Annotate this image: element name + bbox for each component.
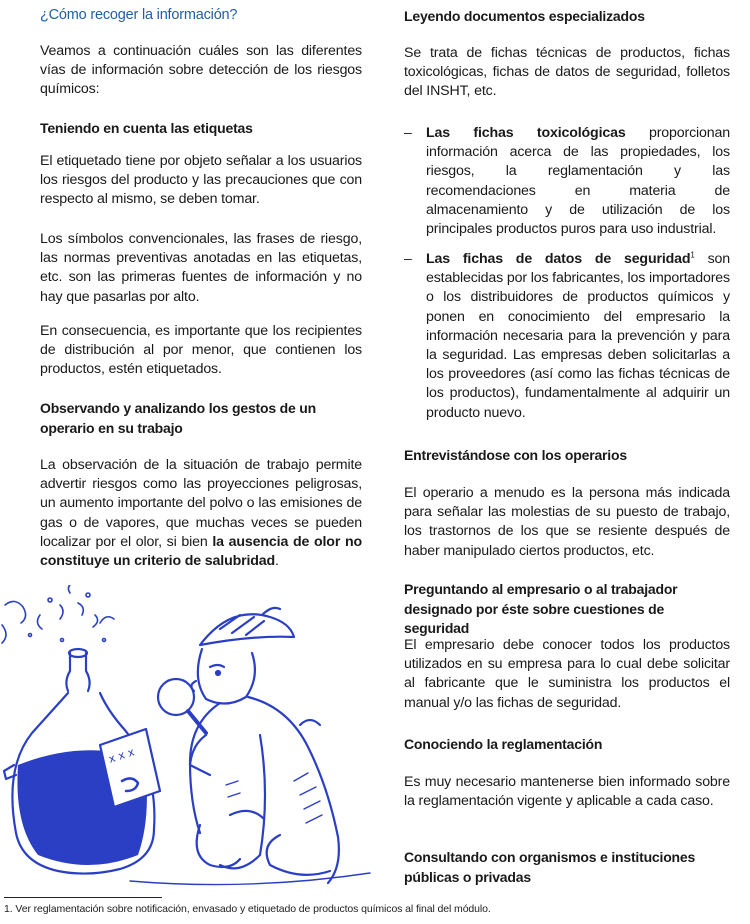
heading-entrevistandose-text: Entrevistándose con los operarios: [404, 447, 627, 463]
heading-etiquetas: [40, 119, 362, 139]
preguntando-paragraph: [404, 636, 730, 713]
observando-text-end: .: [275, 553, 279, 570]
observando-text-start: La observación de la situación de trabajo permite advertir riesgos como las proyecciones peligrosas, un aumento importante del polvo o las emisiones de gas o de vapores, que muchas veces se pueden localizar por el olor, si bien: [40, 457, 362, 550]
bullet-dash: –: [404, 124, 412, 140]
heading-preguntando: [404, 580, 730, 639]
footnote-ref: 1: [690, 250, 695, 260]
etiquetas-paragraph-2: [40, 230, 362, 307]
intro-text: Veamos a continuación cuáles son las diferentes vías de información sobre detección de los riesgos químicos:: [40, 43, 362, 98]
fichas-toxicologicas-text: [426, 124, 730, 239]
documentos-text: Se trata de fichas técnicas de productos, fichas toxicológicas, fichas de datos de seguridad, folletos del INSHT, etc.: [404, 45, 730, 100]
fichas-seguridad-body: son establecidas por los fabricantes, los importadores o los distribuidores de productos químicos y ponen en conocimiento del empresario la información necesaria para la prevención y para la seguridad. Las empresas deben solicitarlas a los proveedores (así como las fichas técnicas de los productos), fundamentalmente al adquirir un producto nuevo.: [426, 251, 730, 421]
fichas-toxicologicas-body: proporcionan información acerca de las propiedades, los riesgos, la reglamentación y las recomendaciones en materia de almacenamiento y de utilización de los principales productos puros para uso industrial.: [426, 125, 730, 238]
illustration-svg: [0, 585, 400, 890]
preguntando-text: El empresario debe conocer todos los productos utilizados en su empresa para lo cual debe solicitar al fabricante que le suministra los productos el manual y/o las fichas de seguridad.: [404, 637, 730, 711]
heading-observando-text: Observando y analizando los gestos de un operario en su trabajo: [40, 400, 316, 436]
fumes-icon: [2, 585, 114, 643]
heading-entrevistandose: [404, 446, 730, 466]
heading-reglamentacion-text: Conociendo la reglamentación: [404, 736, 603, 752]
etiquetas-paragraph-1: [40, 152, 362, 210]
etiquetas-paragraph-3: [40, 322, 362, 380]
footnote: 1. Ver reglamentación sobre notificación, envasado y etiquetado de productos químicos al final del módulo.: [4, 903, 491, 915]
etiquetas-text-2: Los símbolos convencionales, las frases de riesgo, las normas preventivas anotadas en las etiquetas, etc. son las primeras fuentes de información y no hay que pasarlas por alto.: [40, 231, 362, 305]
observando-paragraph: [40, 456, 362, 571]
heading-consultando-text: Consultando con organismos e instituciones públicas o privadas: [404, 849, 696, 885]
reglamentacion-text: Es muy necesario mantenerse bien informado sobre la reglamentación vigente y aplicable a cada caso.: [404, 774, 730, 810]
bullet-dash: –: [404, 250, 412, 266]
entrevistandose-text: El operario a menudo es la persona más indicada para señalar las molestias de su puesto de trabajo, los trastornos de los que se resiente después de haber manipulado ciertos productos, etc.: [404, 485, 730, 559]
fichas-seguridad-bold: Las fichas de datos de seguridad: [426, 251, 691, 267]
illustration-inspector-bottle: [0, 585, 400, 890]
heading-reglamentacion: [404, 735, 730, 755]
bullet-fichas-seguridad: [404, 250, 730, 423]
svg-text:x x x: x x x: [106, 745, 137, 766]
heading-consultando: [404, 848, 730, 887]
section-title: [40, 6, 362, 26]
bullet-fichas-toxicologicas: [404, 124, 730, 239]
fichas-toxicologicas-bold: Las fichas toxicológicas: [426, 125, 626, 141]
footnote-divider: [4, 897, 162, 898]
etiquetas-text-1: El etiquetado tiene por objeto señalar a los usuarios los riesgos del producto y las precauciones que con respecto al mismo, se deben tomar.: [40, 153, 362, 208]
entrevistandose-paragraph: [404, 484, 730, 561]
heading-documentos: [404, 7, 730, 27]
heading-observando: [40, 399, 362, 438]
heading-documentos-text: Leyendo documentos especializados: [404, 8, 645, 24]
page-title: ¿Cómo recoger la información?: [40, 7, 238, 23]
intro-paragraph: [40, 42, 362, 100]
inspector-icon: [130, 608, 370, 885]
reglamentacion-paragraph: [404, 773, 730, 811]
fichas-seguridad-text: [426, 250, 730, 423]
heading-etiquetas-text: Teniendo en cuenta las etiquetas: [40, 120, 253, 136]
observando-text: [40, 456, 362, 571]
heading-preguntando-text: Preguntando al empresario o al trabajador designado por éste sobre cuestiones de seguridad: [404, 581, 678, 636]
observando-text-bold: la ausencia de olor no constituye un criterio de salubridad: [40, 533, 362, 570]
bottle-icon: [4, 649, 160, 874]
documentos-paragraph: [404, 44, 730, 102]
etiquetas-text-3: En consecuencia, es importante que los recipientes de distribución al por menor, que contienen los productos, estén etiquetados.: [40, 323, 362, 378]
